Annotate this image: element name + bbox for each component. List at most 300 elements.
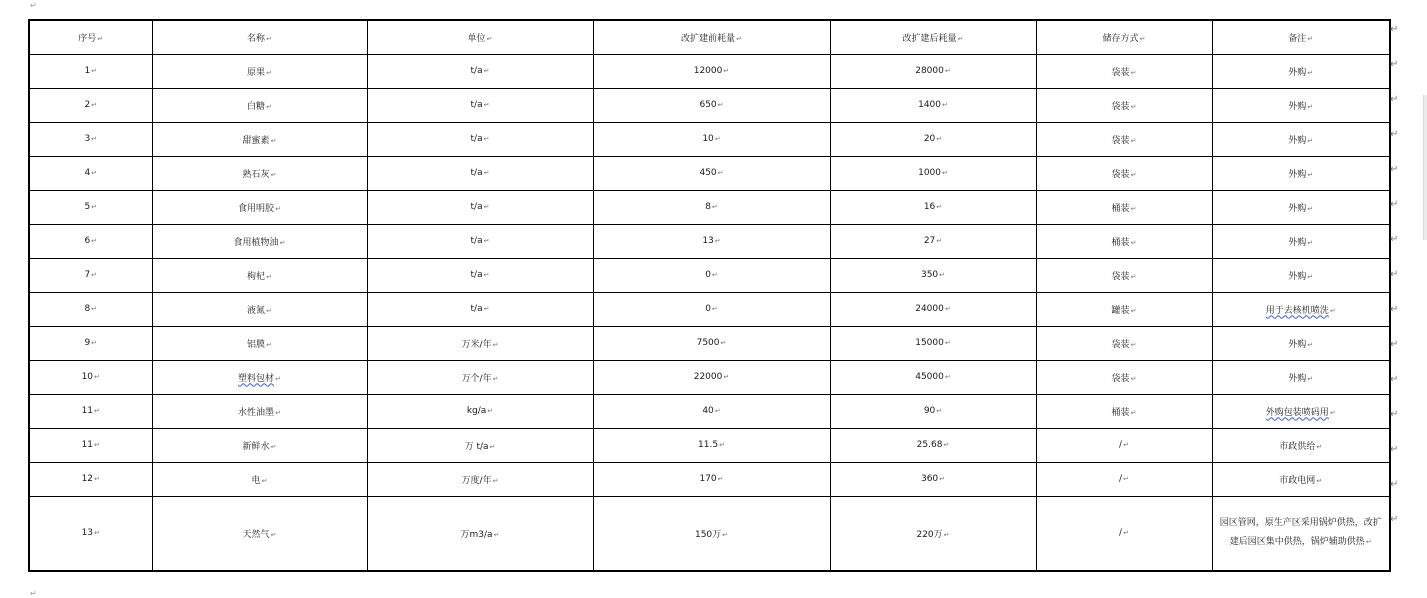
cell-text: 枸杞 — [247, 271, 266, 282]
cell-text: 450 — [699, 168, 717, 178]
cell-text: 袋装 — [1111, 271, 1130, 282]
cell-name — [152, 292, 367, 326]
cell-storage — [1036, 190, 1212, 224]
cell-remark — [1212, 326, 1390, 360]
cell-end-mark: ↵ — [275, 204, 281, 213]
cell-text: 桶装 — [1111, 407, 1130, 418]
cell-before — [593, 462, 830, 496]
cell-index — [29, 326, 152, 360]
cell-end-mark: ↵ — [275, 374, 281, 383]
row-end-mark: ↵ — [1390, 339, 1399, 350]
cell-text: 7 — [84, 270, 91, 280]
cell-end-mark: ↵ — [91, 67, 98, 75]
cell-end-mark: ↵ — [97, 34, 104, 43]
cell-end-mark: ↵ — [711, 305, 718, 313]
table-row — [29, 122, 1390, 156]
cell-storage — [1036, 360, 1212, 394]
row-end-mark: ↵ — [1390, 269, 1399, 280]
cell-end-mark: ↵ — [936, 407, 943, 415]
cell-before — [593, 54, 830, 88]
cell-end-mark: ↵ — [266, 306, 272, 315]
cell-text: 8 — [705, 202, 711, 212]
cell-end-mark: ↵ — [486, 34, 493, 43]
cell-after — [830, 462, 1036, 496]
cell-end-mark: ↵ — [266, 34, 272, 43]
cell-after — [830, 224, 1036, 258]
cell-end-mark: ↵ — [723, 67, 730, 75]
cell-text: 园区管网，原生产区采用锅炉供热，改扩建后园区集中供热，锅炉辅助供热 — [1219, 518, 1382, 548]
table-row — [29, 394, 1390, 428]
table-row — [29, 360, 1390, 394]
cell-end-mark: ↵ — [717, 475, 724, 483]
cell-name — [152, 394, 367, 428]
cell-text: 15000 — [915, 338, 944, 348]
cell-storage — [1036, 394, 1212, 428]
cell-end-mark: ↵ — [270, 170, 277, 179]
cell-text: 13 — [81, 528, 94, 539]
cell-text: 甜蜜素 — [242, 135, 270, 146]
cell-end-mark: ↵ — [1307, 238, 1314, 247]
cell-remark — [1212, 462, 1390, 496]
cell-end-mark: ↵ — [939, 475, 946, 483]
cell-remark — [1212, 88, 1390, 122]
cell-text: 12 — [81, 474, 94, 484]
cell-text: 外购 — [1288, 339, 1307, 350]
cell-text: 外购 — [1288, 169, 1307, 180]
cell-end-mark: ↵ — [1329, 408, 1336, 417]
table-row — [29, 88, 1390, 122]
cell-end-mark: ↵ — [91, 169, 98, 177]
cell-end-mark: ↵ — [714, 135, 721, 143]
cell-remark — [1212, 258, 1390, 292]
cell-text: 8 — [84, 304, 91, 314]
cell-text: 28000 — [915, 66, 944, 76]
cell-unit — [367, 122, 593, 156]
cell-index — [29, 496, 152, 571]
cell-text: 袋装 — [1111, 339, 1130, 350]
cell-text: 7500 — [696, 338, 720, 348]
cell-end-mark: ↵ — [1329, 306, 1336, 315]
cell-text: t/a — [470, 270, 483, 280]
cell-end-mark: ↵ — [94, 373, 100, 381]
cell-text: 外购包装喷码用 — [1265, 407, 1329, 418]
cell-remark — [1212, 122, 1390, 156]
cell-unit — [367, 394, 593, 428]
cell-text: 外购 — [1288, 101, 1307, 112]
cell-storage — [1036, 326, 1212, 360]
cell-text: 0 — [705, 270, 711, 280]
cell-text: t/a — [470, 134, 483, 144]
cell-end-mark: ↵ — [270, 530, 277, 539]
cell-text: 3 — [84, 134, 91, 144]
cell-text: 40 — [702, 406, 714, 416]
cell-text: t/a — [470, 304, 483, 314]
cell-end-mark: ↵ — [944, 339, 951, 347]
cell-index — [29, 190, 152, 224]
cell-text: 万 t/a — [464, 441, 489, 452]
cell-unit — [367, 360, 593, 394]
cell-name — [152, 54, 367, 88]
cell-name — [152, 156, 367, 190]
cell-index — [29, 88, 152, 122]
cell-text: 塑料包材 — [238, 373, 275, 384]
table-row — [29, 462, 1390, 496]
cell-end-mark: ↵ — [1307, 170, 1314, 179]
cell-after — [830, 122, 1036, 156]
cell-before — [593, 224, 830, 258]
cell-end-mark: ↵ — [944, 305, 951, 313]
table-row — [29, 190, 1390, 224]
cell-index — [29, 224, 152, 258]
cell-text: 0 — [705, 304, 711, 314]
cell-end-mark: ↵ — [487, 407, 494, 415]
cell-unit — [367, 88, 593, 122]
cell-before — [593, 156, 830, 190]
cell-end-mark: ↵ — [91, 305, 98, 313]
cell-end-mark: ↵ — [1130, 136, 1137, 145]
cell-text: 白糖 — [247, 101, 266, 112]
cell-after — [830, 190, 1036, 224]
cell-end-mark: ↵ — [492, 476, 499, 485]
cell-index — [29, 122, 152, 156]
row-end-mark: ↵ — [1390, 164, 1399, 175]
cell-end-mark: ↵ — [1130, 272, 1137, 281]
cell-text: 12000 — [693, 66, 723, 76]
table-row — [29, 224, 1390, 258]
row-end-mark: ↵ — [1390, 479, 1399, 490]
cell-end-mark: ↵ — [736, 34, 742, 43]
row-end-mark: ↵ — [1390, 374, 1399, 385]
cell-end-mark: ↵ — [94, 407, 100, 415]
cell-text: 9 — [84, 338, 91, 348]
cell-text: 万度/年 — [461, 475, 492, 486]
cell-end-mark: ↵ — [1123, 529, 1129, 538]
table-row — [29, 258, 1390, 292]
cell-end-mark: ↵ — [1139, 34, 1146, 43]
cell-after — [830, 428, 1036, 462]
cell-name — [152, 326, 367, 360]
cell-unit — [367, 258, 593, 292]
cell-text: 外购 — [1288, 237, 1307, 248]
cell-text: 改扩建前耗量 — [681, 33, 736, 44]
cell-text: 170 — [699, 474, 717, 484]
cell-name — [152, 224, 367, 258]
cell-end-mark: ↵ — [483, 271, 490, 279]
cell-after — [830, 326, 1036, 360]
cell-unit — [367, 496, 593, 571]
cell-text: t/a — [470, 168, 483, 178]
cell-text: t/a — [470, 100, 483, 110]
cell-end-mark: ↵ — [723, 373, 730, 381]
cell-text: 11.5 — [698, 440, 719, 450]
table-row — [29, 428, 1390, 462]
cell-end-mark: ↵ — [1130, 68, 1137, 77]
cell-storage — [1036, 224, 1212, 258]
cell-text: 外购 — [1288, 67, 1307, 78]
cell-text: 90 — [923, 406, 936, 416]
cell-end-mark: ↵ — [1130, 340, 1137, 349]
cell-text: 6 — [84, 236, 91, 246]
cell-text: 备注 — [1288, 33, 1307, 44]
cell-text: 食用明胶 — [238, 203, 275, 214]
cell-remark — [1212, 292, 1390, 326]
cell-end-mark: ↵ — [492, 374, 499, 383]
cell-text: 袋装 — [1111, 373, 1130, 384]
cell-text: 4 — [84, 168, 91, 178]
cell-end-mark: ↵ — [944, 67, 951, 75]
cell-name — [152, 190, 367, 224]
cell-end-mark: ↵ — [944, 373, 951, 381]
cell-text: 25.68 — [916, 440, 943, 450]
table-row — [29, 326, 1390, 360]
cell-text: 市政电网 — [1279, 475, 1316, 486]
cell-text: 10 — [81, 372, 94, 382]
cell-text: 13 — [702, 236, 714, 246]
cell-end-mark: ↵ — [1130, 170, 1137, 179]
cell-remark — [1212, 156, 1390, 190]
cell-text: 改扩建后耗量 — [902, 33, 957, 44]
cell-after — [830, 88, 1036, 122]
cell-name — [152, 360, 367, 394]
cell-before — [593, 88, 830, 122]
cell-text: 用于去核机喷洗 — [1265, 305, 1329, 316]
cell-storage — [1036, 54, 1212, 88]
cell-text: 桶装 — [1111, 203, 1130, 214]
header-cell-name — [152, 20, 367, 54]
cell-text: 150万 — [694, 529, 722, 540]
cell-unit — [367, 54, 593, 88]
cell-text: 2 — [84, 100, 91, 110]
cell-before — [593, 496, 830, 571]
cell-end-mark: ↵ — [94, 529, 100, 538]
cell-end-mark: ↵ — [1130, 204, 1137, 213]
cell-before — [593, 326, 830, 360]
cell-text: 铝膜 — [247, 339, 266, 350]
cell-end-mark: ↵ — [936, 237, 943, 245]
cell-text: 45000 — [915, 372, 944, 382]
cell-before — [593, 292, 830, 326]
cell-end-mark: ↵ — [1307, 374, 1314, 383]
cell-storage — [1036, 462, 1212, 496]
cell-text: / — [1119, 440, 1123, 450]
row-end-mark: ↵ — [1390, 409, 1399, 420]
row-end-mark: ↵ — [1390, 59, 1399, 70]
cell-index — [29, 54, 152, 88]
cell-text: 350 — [920, 270, 939, 280]
cell-end-mark: ↵ — [94, 441, 100, 449]
cell-end-mark: ↵ — [939, 271, 946, 279]
cell-end-mark: ↵ — [483, 203, 490, 211]
cell-end-mark: ↵ — [717, 169, 724, 177]
cell-text: 1000 — [918, 168, 942, 178]
cell-text: 水性油墨 — [238, 407, 275, 418]
cell-text: 万m3/a — [460, 529, 493, 540]
cell-after — [830, 496, 1036, 571]
cell-text: / — [1119, 528, 1123, 539]
cell-after — [830, 360, 1036, 394]
cell-remark — [1212, 54, 1390, 88]
cell-after — [830, 258, 1036, 292]
cell-remark — [1212, 190, 1390, 224]
cell-end-mark: ↵ — [270, 136, 277, 145]
cell-end-mark: ↵ — [91, 339, 98, 347]
cell-index — [29, 360, 152, 394]
cell-end-mark: ↵ — [943, 441, 950, 449]
cell-end-mark: ↵ — [717, 101, 724, 109]
cell-text: 外购 — [1288, 271, 1307, 282]
cell-end-mark: ↵ — [1365, 538, 1372, 547]
cell-text: 熟石灰 — [242, 169, 270, 180]
cell-text: 5 — [84, 202, 91, 212]
cell-name — [152, 462, 367, 496]
cell-name — [152, 88, 367, 122]
cell-unit — [367, 156, 593, 190]
cell-end-mark: ↵ — [1130, 374, 1137, 383]
cell-unit — [367, 326, 593, 360]
cell-text: 桶装 — [1111, 237, 1130, 248]
cell-text: 名称 — [247, 33, 266, 44]
cell-end-mark: ↵ — [91, 101, 98, 109]
cell-text: 220万 — [916, 529, 943, 540]
header-cell-remark — [1212, 20, 1390, 54]
table-row — [29, 54, 1390, 88]
cell-end-mark: ↵ — [266, 340, 272, 349]
cell-end-mark: ↵ — [483, 169, 490, 177]
cell-end-mark: ↵ — [936, 135, 943, 143]
cell-text: 360 — [920, 474, 939, 484]
cell-end-mark: ↵ — [91, 271, 98, 279]
cell-index — [29, 394, 152, 428]
cell-remark — [1212, 360, 1390, 394]
cell-after — [830, 292, 1036, 326]
cell-storage — [1036, 258, 1212, 292]
cell-before — [593, 428, 830, 462]
header-cell-index — [29, 20, 152, 54]
cell-before — [593, 394, 830, 428]
cell-end-mark: ↵ — [266, 272, 272, 281]
cell-text: 24000 — [915, 304, 944, 314]
cell-text: 袋装 — [1111, 135, 1130, 146]
cell-remark — [1212, 224, 1390, 258]
header-cell-unit — [367, 20, 593, 54]
cell-end-mark: ↵ — [261, 476, 268, 485]
cell-text: 20 — [923, 134, 936, 144]
cell-before — [593, 360, 830, 394]
cell-end-mark: ↵ — [1130, 102, 1137, 111]
cell-end-mark: ↵ — [1130, 408, 1137, 417]
cell-end-mark: ↵ — [719, 441, 725, 449]
row-end-mark: ↵ — [1390, 94, 1399, 105]
cell-text: 原果 — [247, 67, 266, 78]
cell-text: 单位 — [467, 33, 486, 44]
cell-index — [29, 258, 152, 292]
cell-end-mark: ↵ — [1307, 340, 1314, 349]
cell-text: 万米/年 — [461, 339, 492, 350]
cell-text: 10 — [702, 134, 714, 144]
cell-end-mark: ↵ — [714, 237, 721, 245]
cell-after — [830, 54, 1036, 88]
cell-end-mark: ↵ — [943, 530, 950, 539]
cell-text: 1 — [84, 66, 91, 76]
cell-text: kg/a — [466, 406, 487, 416]
cell-text: 11 — [81, 440, 94, 450]
cell-text: 储存方式 — [1102, 33, 1139, 44]
cell-text: 食用植物油 — [233, 237, 279, 248]
cell-index — [29, 292, 152, 326]
cell-before — [593, 190, 830, 224]
cell-end-mark: ↵ — [91, 237, 98, 245]
cell-end-mark: ↵ — [266, 102, 272, 111]
cell-end-mark: ↵ — [483, 237, 490, 245]
cell-text: 序号 — [78, 33, 97, 44]
table-row — [29, 292, 1390, 326]
cell-name — [152, 496, 367, 571]
cell-before — [593, 258, 830, 292]
cell-end-mark: ↵ — [1307, 34, 1314, 43]
cell-end-mark: ↵ — [1307, 204, 1314, 213]
cell-text: 万个/年 — [461, 373, 492, 384]
cell-end-mark: ↵ — [275, 408, 281, 417]
cell-end-mark: ↵ — [492, 340, 499, 349]
cell-text: 袋装 — [1111, 101, 1130, 112]
scrollbar-edge[interactable] — [1423, 95, 1427, 240]
materials-table — [28, 19, 1391, 572]
cell-unit — [367, 292, 593, 326]
cell-text: 新鲜水 — [242, 441, 270, 452]
cell-end-mark: ↵ — [1307, 68, 1314, 77]
cell-unit — [367, 190, 593, 224]
cell-end-mark: ↵ — [483, 101, 490, 109]
cell-end-mark: ↵ — [711, 203, 718, 211]
cell-end-mark: ↵ — [1316, 476, 1323, 485]
cell-end-mark: ↵ — [489, 442, 496, 451]
cell-end-mark: ↵ — [493, 530, 500, 539]
cell-unit — [367, 224, 593, 258]
cell-end-mark: ↵ — [936, 203, 943, 211]
table-header-row — [29, 20, 1390, 54]
cell-end-mark: ↵ — [483, 305, 490, 313]
cell-end-mark: ↵ — [91, 135, 98, 143]
cell-text: 液氮 — [247, 305, 266, 316]
cell-text: 11 — [81, 406, 94, 416]
cell-text: 天然气 — [242, 529, 270, 540]
cell-storage — [1036, 122, 1212, 156]
cell-text: 16 — [923, 202, 936, 212]
cell-name — [152, 258, 367, 292]
row-end-mark: ↵ — [1390, 24, 1399, 35]
paragraph-mark-top: ↵ — [30, 1, 37, 10]
cell-text: t/a — [470, 202, 483, 212]
cell-end-mark: ↵ — [714, 407, 721, 415]
cell-name — [152, 122, 367, 156]
cell-end-mark: ↵ — [94, 475, 100, 483]
cell-name — [152, 428, 367, 462]
cell-storage — [1036, 88, 1212, 122]
cell-unit — [367, 462, 593, 496]
cell-end-mark: ↵ — [483, 67, 490, 75]
cell-text: 袋装 — [1111, 67, 1130, 78]
cell-remark — [1212, 394, 1390, 428]
cell-text: 27 — [923, 236, 936, 246]
row-end-mark: ↵ — [1390, 514, 1399, 525]
cell-text: 22000 — [693, 372, 723, 382]
paragraph-mark-bottom: ↵ — [30, 589, 37, 598]
cell-end-mark: ↵ — [1130, 238, 1137, 247]
cell-storage — [1036, 428, 1212, 462]
cell-end-mark: ↵ — [270, 442, 277, 451]
cell-before — [593, 122, 830, 156]
cell-end-mark: ↵ — [957, 34, 964, 43]
